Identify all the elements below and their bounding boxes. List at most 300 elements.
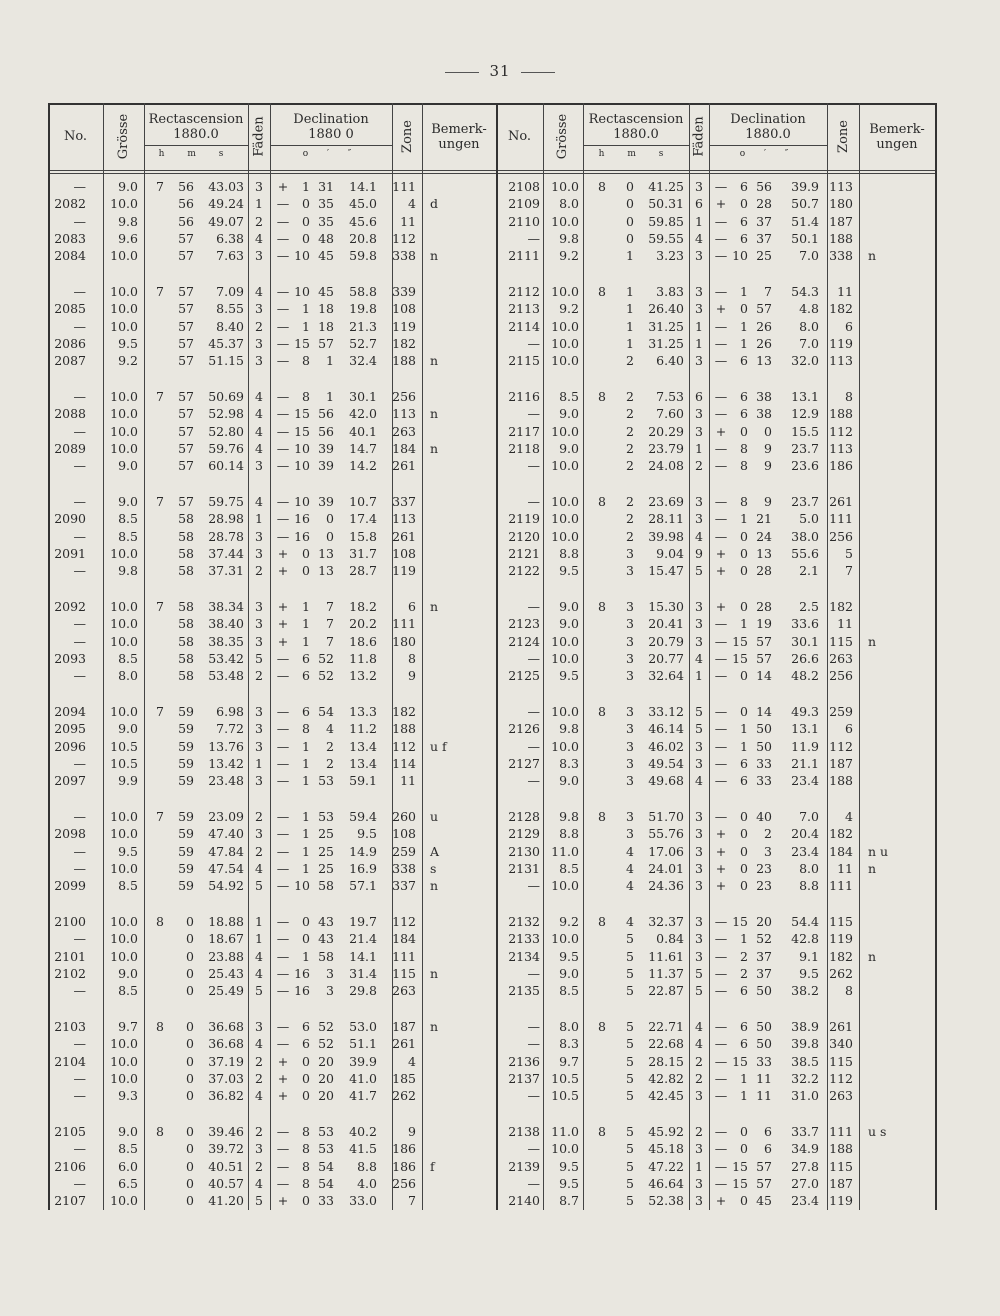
- decl-sign: —: [276, 1141, 290, 1157]
- decl-degrees: 10: [294, 494, 310, 509]
- decl-arcsec: 5.0: [799, 511, 819, 527]
- magnitude: 10.0: [551, 335, 579, 351]
- ra-seconds: 22.68: [648, 1036, 684, 1052]
- magnitude: 9.0: [559, 406, 579, 422]
- entry-number: —: [527, 773, 540, 789]
- magnitude: 9.5: [559, 563, 579, 579]
- threads-count: 1: [695, 1158, 703, 1174]
- header-rectascension-right: Rectascension 1880.0: [588, 112, 684, 142]
- ra-minutes: 59: [178, 773, 194, 789]
- decl-arcsec: 55.6: [791, 545, 819, 561]
- ra-minutes: 3: [626, 650, 634, 666]
- threads-count: 4: [255, 1175, 263, 1191]
- decl-arcsec: 33.0: [349, 1193, 377, 1209]
- magnitude: 10.0: [110, 318, 138, 334]
- decl-arcsec: 42.0: [349, 406, 377, 422]
- threads-count: 2: [255, 809, 263, 824]
- magnitude: 9.5: [559, 1175, 579, 1191]
- zone-number: 256: [392, 1175, 416, 1191]
- zone-number: 112: [829, 1070, 853, 1086]
- ra-seconds: 6.38: [216, 230, 244, 246]
- remark: n: [430, 248, 439, 264]
- ra-minutes: 2: [626, 511, 634, 527]
- ra-minutes: 5: [626, 965, 634, 981]
- decl-arcmin: 3: [326, 983, 334, 999]
- decl-degrees: 8: [740, 440, 748, 456]
- decl-degrees: 6: [302, 704, 310, 719]
- ra-seconds: 41.25: [648, 179, 684, 194]
- decl-degrees: 0: [740, 843, 748, 859]
- entry-number: 2133: [508, 931, 540, 947]
- entry-number: —: [527, 1019, 540, 1034]
- ra-minutes: 58: [178, 511, 194, 527]
- threads-count: 4: [255, 423, 263, 439]
- ra-minutes: 0: [626, 230, 634, 246]
- entry-number: 2117: [508, 423, 540, 439]
- decl-arcsec: 18.6: [349, 633, 377, 649]
- ra-seconds: 49.68: [648, 773, 684, 789]
- ra-seconds: 31.25: [648, 335, 684, 351]
- zone-number: 261: [829, 494, 853, 509]
- decl-arcsec: 39.9: [349, 1053, 377, 1069]
- entry-number: —: [73, 1036, 86, 1052]
- decl-arcsec: 42.8: [791, 931, 819, 947]
- magnitude: 8.5: [559, 860, 579, 876]
- ra-seconds: 6.40: [656, 353, 684, 369]
- zone-number: 119: [392, 318, 416, 334]
- entry-number: 2103: [54, 1019, 86, 1034]
- entry-number: 2085: [54, 301, 86, 317]
- decl-arcsec: 19.7: [349, 914, 377, 929]
- decl-sign: +: [715, 563, 727, 579]
- zone-number: 111: [829, 1124, 853, 1139]
- threads-count: 2: [695, 1053, 703, 1069]
- threads-count: 3: [255, 545, 263, 561]
- ra-minutes: 1: [626, 248, 634, 264]
- magnitude: 8.8: [559, 826, 579, 842]
- entry-number: 2130: [508, 843, 540, 859]
- magnitude: 9.0: [559, 773, 579, 789]
- entry-number: 2137: [508, 1070, 540, 1086]
- entry-number: 2105: [54, 1124, 86, 1139]
- remark: n: [430, 1019, 439, 1034]
- decl-arcmin: 25: [318, 860, 334, 876]
- decl-degrees: 6: [740, 773, 748, 789]
- entry-number: 2111: [508, 248, 540, 264]
- zone-number: 187: [829, 755, 853, 771]
- magnitude: 6.0: [118, 1158, 138, 1174]
- decl-sign: —: [714, 668, 728, 684]
- remark: n: [430, 353, 439, 369]
- decl-arcmin: 9: [764, 458, 772, 474]
- decl-degrees: 16: [294, 983, 310, 999]
- zone-number: 262: [829, 965, 853, 981]
- ra-seconds: 39.72: [208, 1141, 244, 1157]
- decl-degrees: 1: [740, 931, 748, 947]
- decl-sign: —: [276, 650, 290, 666]
- decl-arcsec: 49.3: [791, 704, 819, 719]
- decl-sign: —: [276, 948, 290, 964]
- decl-degrees: 1: [740, 1070, 748, 1086]
- entry-number: —: [73, 668, 86, 684]
- ra-minutes: 5: [626, 1193, 634, 1209]
- ra-seconds: 18.67: [208, 931, 244, 947]
- magnitude: 10.0: [110, 948, 138, 964]
- decl-degrees: 6: [302, 1036, 310, 1052]
- decl-arcmin: 52: [318, 668, 334, 684]
- entry-number: 2090: [54, 511, 86, 527]
- ra-seconds: 50.31: [648, 196, 684, 212]
- zone-number: 338: [829, 248, 853, 264]
- zone-number: 182: [829, 599, 853, 614]
- decl-sign: +: [277, 179, 289, 194]
- decl-degrees: 0: [740, 668, 748, 684]
- ra-seconds: 36.82: [208, 1088, 244, 1104]
- magnitude: 9.5: [118, 335, 138, 351]
- ra-minutes: 59: [178, 721, 194, 737]
- zone-number: 112: [392, 914, 416, 929]
- ra-seconds: 51.15: [208, 353, 244, 369]
- threads-count: 3: [695, 1193, 703, 1209]
- zone-number: 184: [829, 843, 853, 859]
- zone-number: 182: [829, 301, 853, 317]
- entry-number: 2094: [54, 704, 86, 719]
- decl-degrees: 0: [302, 1070, 310, 1086]
- entry-number: 2088: [54, 406, 86, 422]
- ra-seconds: 55.76: [648, 826, 684, 842]
- decl-arcmin: 11: [756, 1088, 772, 1104]
- zone-number: 11: [400, 773, 416, 789]
- decl-arcmin: 11: [756, 1070, 772, 1086]
- magnitude: 9.8: [559, 230, 579, 246]
- ra-minutes: 5: [626, 1070, 634, 1086]
- zone-number: 119: [829, 335, 853, 351]
- threads-count: 3: [695, 301, 703, 317]
- decl-arcsec: 4.0: [357, 1175, 377, 1191]
- zone-number: 111: [392, 179, 416, 194]
- ra-seconds: 47.22: [648, 1158, 684, 1174]
- remark: n: [868, 860, 877, 876]
- decl-sign: —: [276, 301, 290, 317]
- ra-minutes: 0: [186, 1141, 194, 1157]
- ra-minutes: 5: [626, 1036, 634, 1052]
- header-faeden: Fäden: [251, 116, 267, 157]
- threads-count: 3: [695, 179, 703, 194]
- zone-number: 114: [392, 755, 416, 771]
- ra-minutes: 5: [626, 1175, 634, 1191]
- ra-minutes: 3: [626, 616, 634, 632]
- ra-seconds: 7.60: [656, 406, 684, 422]
- entry-number: 2096: [54, 738, 86, 754]
- decl-arcsec: 38.2: [791, 983, 819, 999]
- ra-minutes: 58: [178, 563, 194, 579]
- zone-number: 113: [392, 406, 416, 422]
- threads-count: 3: [255, 528, 263, 544]
- header-ra-units-right: h m s: [598, 149, 674, 159]
- entry-number: 2131: [508, 860, 540, 876]
- magnitude: 9.0: [118, 179, 138, 194]
- header-faeden-right: Fäden: [691, 116, 707, 157]
- threads-count: 3: [695, 494, 703, 509]
- decl-degrees: 0: [740, 809, 748, 824]
- threads-count: 3: [695, 633, 703, 649]
- decl-arcmin: 37: [756, 213, 772, 229]
- ra-minutes: 3: [626, 755, 634, 771]
- entry-number: —: [527, 965, 540, 981]
- magnitude: 9.8: [118, 213, 138, 229]
- entry-number: 2112: [508, 284, 540, 299]
- entry-number: —: [73, 528, 86, 544]
- decl-arcmin: 0: [326, 528, 334, 544]
- ra-seconds: 39.98: [648, 528, 684, 544]
- decl-degrees: 8: [740, 458, 748, 474]
- decl-arcsec: 15.8: [349, 528, 377, 544]
- decl-arcmin: 25: [318, 826, 334, 842]
- decl-degrees: 0: [740, 860, 748, 876]
- decl-arcsec: 13.2: [349, 668, 377, 684]
- decl-sign: —: [276, 721, 290, 737]
- decl-degrees: 6: [740, 179, 748, 194]
- decl-degrees: 1: [302, 843, 310, 859]
- zone-number: 180: [392, 633, 416, 649]
- decl-arcmin: 3: [326, 965, 334, 981]
- ra-minutes: 59: [178, 826, 194, 842]
- magnitude: 11.0: [551, 843, 579, 859]
- decl-arcmin: 19: [756, 616, 772, 632]
- decl-arcmin: 25: [318, 843, 334, 859]
- decl-arcsec: 13.1: [791, 389, 819, 404]
- decl-arcsec: 9.1: [799, 948, 819, 964]
- zone-number: 113: [829, 440, 853, 456]
- decl-arcsec: 16.9: [349, 860, 377, 876]
- magnitude: 10.0: [110, 1193, 138, 1209]
- remark: n: [868, 948, 877, 964]
- decl-degrees: 1: [302, 773, 310, 789]
- ra-minutes: 57: [178, 248, 194, 264]
- entry-number: 2098: [54, 826, 86, 842]
- decl-arcsec: 51.4: [791, 213, 819, 229]
- decl-arcmin: 58: [318, 948, 334, 964]
- ra-hours: 7: [156, 179, 164, 194]
- threads-count: 1: [255, 196, 263, 212]
- magnitude: 9.5: [118, 843, 138, 859]
- zone-number: 115: [829, 914, 853, 929]
- decl-degrees: 0: [740, 1193, 748, 1209]
- decl-sign: —: [276, 284, 290, 299]
- ra-hours: 8: [598, 599, 606, 614]
- remark: n: [868, 633, 877, 649]
- header-decl-units-right: o ′ ″: [739, 149, 797, 159]
- decl-degrees: 15: [294, 406, 310, 422]
- decl-degrees: 0: [740, 528, 748, 544]
- decl-degrees: 16: [294, 528, 310, 544]
- decl-degrees: 1: [740, 318, 748, 334]
- zone-number: 11: [837, 284, 853, 299]
- decl-arcmin: 13: [318, 563, 334, 579]
- decl-arcsec: 38.9: [791, 1019, 819, 1034]
- decl-sign: —: [276, 528, 290, 544]
- decl-sign: —: [714, 318, 728, 334]
- entry-number: 2129: [508, 826, 540, 842]
- remark: n: [430, 965, 439, 981]
- zone-number: 186: [392, 1158, 416, 1174]
- threads-count: 2: [255, 668, 263, 684]
- entry-number: 2104: [54, 1053, 86, 1069]
- decl-sign: —: [276, 494, 290, 509]
- decl-arcmin: 35: [318, 196, 334, 212]
- ra-minutes: 5: [626, 1053, 634, 1069]
- decl-arcmin: 1: [326, 353, 334, 369]
- remark: s: [430, 860, 437, 876]
- decl-sign: +: [715, 878, 727, 894]
- ra-seconds: 53.42: [208, 650, 244, 666]
- decl-arcmin: 0: [326, 511, 334, 527]
- ra-minutes: 2: [626, 423, 634, 439]
- zone-number: 113: [392, 511, 416, 527]
- threads-count: 3: [255, 301, 263, 317]
- decl-sign: —: [276, 755, 290, 771]
- ra-seconds: 59.85: [648, 213, 684, 229]
- threads-count: 3: [255, 248, 263, 264]
- ra-seconds: 13.42: [208, 755, 244, 771]
- threads-count: 3: [255, 1141, 263, 1157]
- ra-minutes: 3: [626, 809, 634, 824]
- magnitude: 10.0: [110, 931, 138, 947]
- entry-number: 2124: [508, 633, 540, 649]
- decl-sign: +: [277, 633, 289, 649]
- decl-arcmin: 7: [326, 616, 334, 632]
- decl-degrees: 10: [294, 878, 310, 894]
- ra-seconds: 40.51: [208, 1158, 244, 1174]
- ra-hours: 8: [598, 914, 606, 929]
- zone-number: 112: [392, 738, 416, 754]
- threads-count: 2: [695, 1124, 703, 1139]
- zone-number: 7: [408, 1193, 416, 1209]
- decl-arcmin: 45: [318, 284, 334, 299]
- ra-seconds: 46.64: [648, 1175, 684, 1191]
- entry-number: 2119: [508, 511, 540, 527]
- decl-degrees: 6: [740, 983, 748, 999]
- decl-degrees: 15: [732, 1053, 748, 1069]
- ra-minutes: 3: [626, 704, 634, 719]
- decl-arcmin: 37: [756, 965, 772, 981]
- decl-arcsec: 7.0: [799, 335, 819, 351]
- magnitude: 10.0: [110, 1053, 138, 1069]
- decl-arcmin: 39: [318, 494, 334, 509]
- decl-arcmin: 20: [318, 1088, 334, 1104]
- ra-seconds: 25.49: [208, 983, 244, 999]
- zone-number: 188: [829, 406, 853, 422]
- decl-arcmin: 20: [318, 1070, 334, 1086]
- threads-count: 3: [695, 843, 703, 859]
- decl-arcsec: 41.5: [349, 1141, 377, 1157]
- entry-number: 2099: [54, 878, 86, 894]
- decl-sign: —: [714, 213, 728, 229]
- ra-minutes: 58: [178, 668, 194, 684]
- ra-hours: 8: [598, 809, 606, 824]
- decl-arcmin: 50: [756, 721, 772, 737]
- decl-degrees: 1: [302, 755, 310, 771]
- threads-count: 1: [255, 511, 263, 527]
- decl-degrees: 6: [740, 353, 748, 369]
- threads-count: 3: [695, 1088, 703, 1104]
- threads-count: 4: [255, 494, 263, 509]
- decl-arcmin: 24: [756, 528, 772, 544]
- zone-number: 338: [392, 248, 416, 264]
- decl-sign: —: [714, 1019, 728, 1034]
- entry-number: 2114: [508, 318, 540, 334]
- threads-count: 3: [695, 511, 703, 527]
- threads-count: 4: [255, 230, 263, 246]
- threads-count: 1: [255, 914, 263, 929]
- decl-degrees: 15: [732, 633, 748, 649]
- decl-arcsec: 58.8: [349, 284, 377, 299]
- decl-arcsec: 48.2: [791, 668, 819, 684]
- entry-number: 2110: [508, 213, 540, 229]
- magnitude: 10.0: [551, 633, 579, 649]
- decl-arcsec: 34.9: [791, 1141, 819, 1157]
- threads-count: 4: [695, 1036, 703, 1052]
- magnitude: 10.0: [551, 423, 579, 439]
- decl-arcmin: 28: [756, 599, 772, 614]
- zone-number: 337: [392, 878, 416, 894]
- magnitude: 9.6: [118, 230, 138, 246]
- decl-arcsec: 20.2: [349, 616, 377, 632]
- magnitude: 10.0: [110, 301, 138, 317]
- decl-degrees: 8: [302, 389, 310, 404]
- magnitude: 8.0: [559, 1019, 579, 1034]
- decl-arcsec: 31.4: [349, 965, 377, 981]
- ra-seconds: 59.76: [208, 440, 244, 456]
- header-ra-units: h m s: [158, 149, 234, 159]
- ra-seconds: 3.23: [656, 248, 684, 264]
- decl-arcsec: 14.9: [349, 843, 377, 859]
- decl-sign: —: [714, 721, 728, 737]
- ra-hours: 8: [598, 1019, 606, 1034]
- decl-sign: —: [276, 196, 290, 212]
- zone-number: 111: [392, 948, 416, 964]
- threads-count: 4: [255, 1088, 263, 1104]
- decl-sign: —: [276, 248, 290, 264]
- decl-arcmin: 53: [318, 773, 334, 789]
- ra-seconds: 23.09: [208, 809, 244, 824]
- decl-sign: —: [714, 284, 728, 299]
- decl-sign: —: [276, 213, 290, 229]
- decl-degrees: 8: [740, 494, 748, 509]
- decl-sign: +: [715, 860, 727, 876]
- decl-degrees: 1: [302, 809, 310, 824]
- magnitude: 9.9: [118, 773, 138, 789]
- decl-sign: +: [715, 826, 727, 842]
- decl-arcsec: 40.1: [349, 423, 377, 439]
- decl-sign: —: [276, 406, 290, 422]
- ra-minutes: 57: [178, 318, 194, 334]
- ra-seconds: 53.48: [208, 668, 244, 684]
- magnitude: 10.0: [551, 650, 579, 666]
- ra-seconds: 45.92: [648, 1124, 684, 1139]
- decl-arcsec: 4.8: [799, 301, 819, 317]
- threads-count: 2: [255, 213, 263, 229]
- ra-seconds: 7.63: [216, 248, 244, 264]
- zone-number: 188: [829, 1141, 853, 1157]
- ra-minutes: 59: [178, 755, 194, 771]
- magnitude: 8.5: [118, 878, 138, 894]
- decl-degrees: 0: [302, 914, 310, 929]
- decl-sign: +: [277, 599, 289, 614]
- magnitude: 9.2: [559, 248, 579, 264]
- entry-number: —: [73, 843, 86, 859]
- threads-count: 2: [255, 563, 263, 579]
